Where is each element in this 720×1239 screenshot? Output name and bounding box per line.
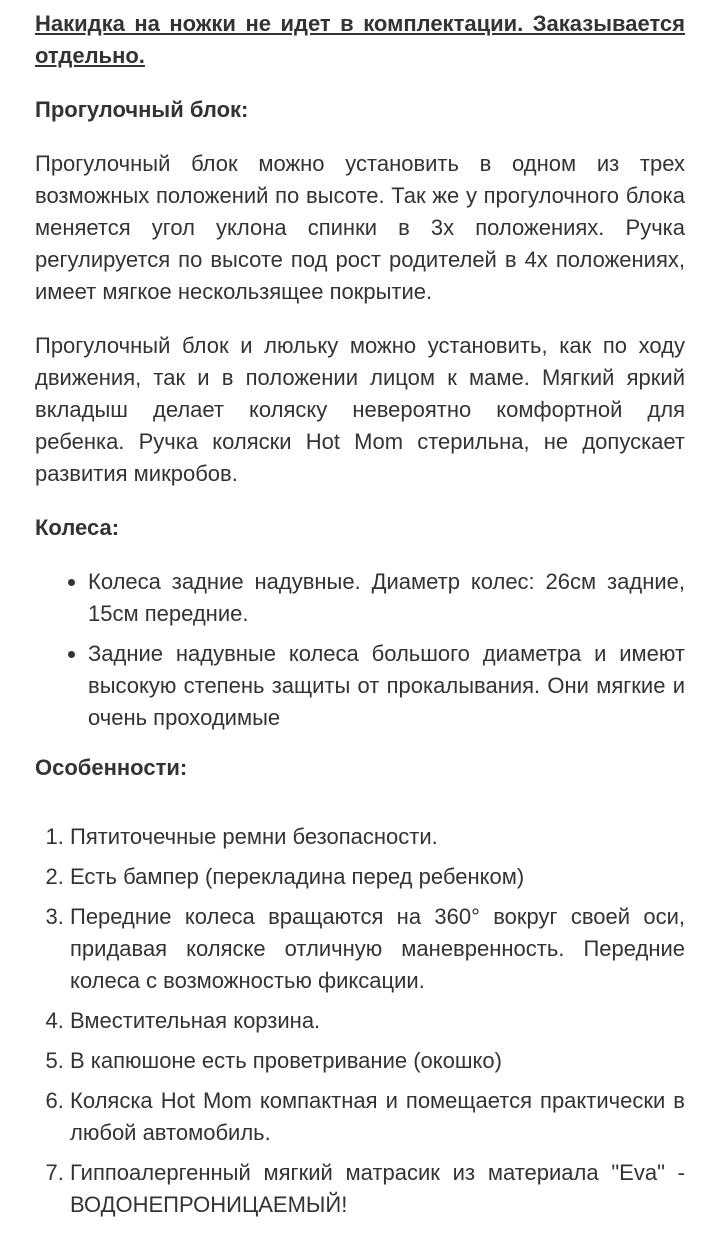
features-list-item: 6. Коляска Hot Mom компактная и помещается практически в любой автомобиль. [70,1085,685,1149]
features-list-item: 5. В капюшоне есть проветривание (окошко) [70,1045,685,1077]
features-list-item: 2. Есть бампер (перекладина перед ребенком) [70,861,685,893]
features-list [35,821,685,1221]
features-heading: Особенности: [35,755,188,780]
stroller-block-heading: Прогулочный блок: [35,97,249,122]
wheels-list-item: • Колеса задние надувные. Диаметр колес: 26см задние, 15см передние. [88,566,685,630]
wheels-list [35,566,685,734]
stroller-block-paragraph: Прогулочный блок можно установить в одном из трех возможных положений по высоте. Так же у прогулочного блока меняется угол уклона спинки в 3х положениях. Ручка регулируется по высоте под рост родителей в 4х положениях, имеет мягкое нескользящее покрытие. [35,151,685,304]
wheels-heading: Колеса: [35,515,120,540]
features-list-item: 3. Передние колеса вращаются на 360° вокруг своей оси, придавая коляске отличную маневренность. Передние колеса с возможностью фиксации. [70,901,685,997]
stroller-block-paragraph: Прогулочный блок и люльку можно установить, как по ходу движения, так и в положении лицом к маме. Мягкий яркий вкладыш делает коляску невероятно комфортной для ребенка. Ручка коляски Hot Mom стерильна, не допускает развития микробов. [35,333,685,486]
wheels-list-item: • Задние надувные колеса большого диаметра и имеют высокую степень защиты от прокалывания. Они мягкие и очень проходимые [88,638,685,734]
features-list-item: 1. Пятиточечные ремни безопасности. [70,821,685,853]
features-list-item: 4. Вместительная корзина. [70,1005,685,1037]
features-list-item: 7. Гиппоалергенный мягкий матрасик из материала "Eva" - ВОДОНЕПРОНИЦАЕМЫЙ! [70,1157,685,1221]
footmuff-notice: Накидка на ножки не идет в комплектации. Заказывается отдельно. [35,11,685,68]
